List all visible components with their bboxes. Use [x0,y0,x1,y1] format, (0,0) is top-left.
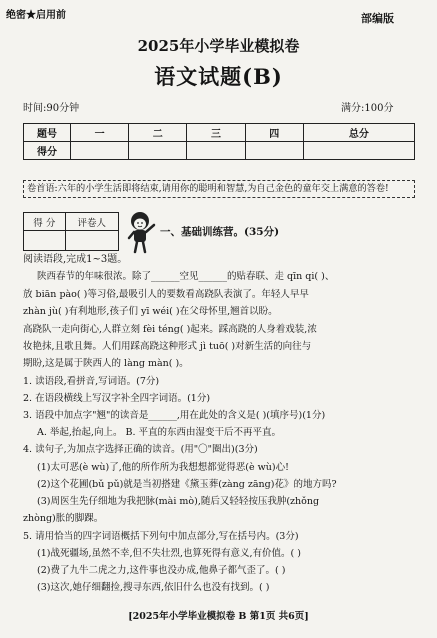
passage-line: 妆艳抹,且歌且舞。人们用踩高跷这种形式 jì tuō( )对新生活的向往与 [23,341,312,352]
full-marks: 满分:100分 [341,103,394,114]
preface-notice: 卷首语:六年的小学生活即将结束,请用你的聪明和智慧,为自己金色的童年交上满意的答卷! [23,180,415,198]
question-4-item: (3)周医生先仔细地为我把脉(mài mò),随后又轻轻按压我肿(zhǒng [37,496,320,507]
score-cell[interactable] [245,142,303,160]
question-3-options: A. 举起,抬起,向上。 B. 平直的东西由湿变干后不再平直。 [37,427,281,438]
passage-intro: 阅读语段,完成1~3题。 [23,254,128,265]
edition-label: 部编版 [361,12,394,25]
grader-reviewer-cell[interactable] [65,231,118,251]
question-5-item: (3)这次,她仔细翻捡,搜寻东西,依旧什么也没有找到。( ) [37,582,270,593]
score-row-label: 得分 [24,142,71,160]
score-cell[interactable] [303,142,414,160]
question-1: 1. 读语段,看拼音,写词语。(7分) [23,376,160,387]
question-5: 5. 请用恰当的四字词语概括下列句中加点部分,写在括号内。(3分) [23,531,299,542]
score-table-score-row [24,142,415,160]
score-table-header: 题号 [24,124,71,142]
exam-title: 2025年小学毕业模拟卷 [137,37,300,55]
score-cell[interactable] [71,142,129,160]
grader-reviewer-label: 评卷人 [65,213,118,231]
time-limit: 时间:90分钟 [23,103,80,114]
passage-line: zhàn jù( )有利地形,孩子们 yī wéi( )在父母怀里,翘首以盼。 [23,306,278,317]
question-4-item: (1)太可恶(è wù)了,他的所作所为我想想都觉得恶(è wù)心! [37,462,289,473]
score-cell[interactable] [187,142,245,160]
score-table-header: 总分 [303,124,414,142]
grader-score-label: 得 分 [24,213,66,231]
question-3: 3. 语段中加点字"翘"的读音是______,用在此处的含义是( )(填序号)(1分) [23,410,326,421]
question-4: 4. 读句子,为加点字选择正确的读音。(用"〇"圈出)(3分) [23,444,258,455]
page-footer: [2025年小学毕业模拟卷 B 第1页 共6页] [128,611,309,622]
confidential-label: 绝密★启用前 [6,10,66,21]
passage-line: 陕西春节的年味很浓。除了______空见______的贴春联、走 qīn qi( )、 [37,271,335,282]
score-table-header: 二 [129,124,187,142]
score-table-header: 四 [245,124,303,142]
score-table-header: 三 [187,124,245,142]
passage-line: 期盼,这是属于陕西人的 làng màn( )。 [23,358,189,369]
score-cell[interactable] [129,142,187,160]
score-table-header-row [24,124,415,142]
question-2: 2. 在语段横线上写汉字补全四字词语。(1分) [23,393,211,404]
grader-score-cell[interactable] [24,231,66,251]
question-4-item: (2)这个花圃(bǔ pǔ)就是当初搭建《黛玉葬(zàng zāng)花》的地方吗? [37,479,337,490]
score-table-header: 一 [71,124,129,142]
score-table [23,123,415,160]
passage-line: 高跷队一走向街心,人群立刻 fèi téng( )起来。踩高跷的人身着戏装,浓 [23,324,317,335]
question-4-item-cont: zhòng)胀的脚踝。 [23,513,104,524]
grader-box [23,212,119,251]
section-title: 一、基础训练营。(35分) [160,226,280,238]
subject-title: 语文试题(B) [154,64,283,89]
question-5-item: (2)费了九牛二虎之力,这件事也没办成,他鼻子都气歪了。( ) [37,565,286,576]
mascot-icon [124,210,158,254]
passage-line: 放 biān pào( )等习俗,最吸引人的要数看高跷队表演了。年轻人早早 [23,289,309,300]
question-5-item: (1)战死疆场,虽然不幸,但不失壮烈,也算死得有意义,有价值。( ) [37,548,301,559]
